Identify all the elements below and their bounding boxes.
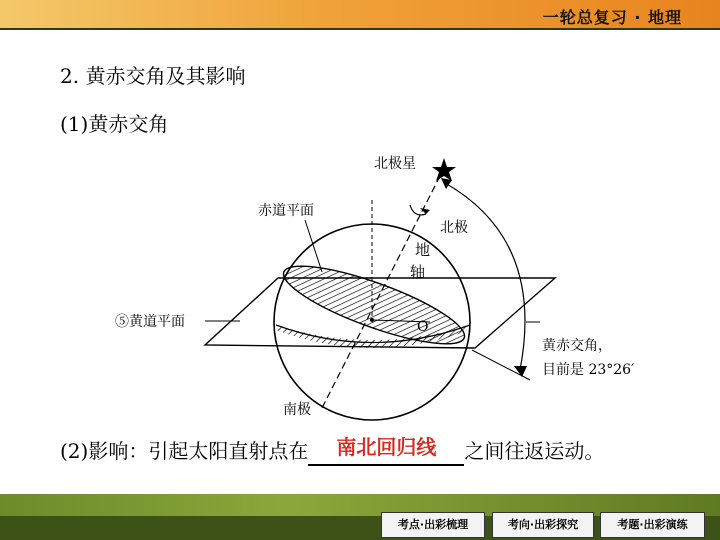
obliquity-label-1: 黄赤交角，: [542, 338, 612, 354]
question-suffix: 之间往返运动。: [464, 439, 605, 463]
ecliptic-plane-label: ⑤黄道平面: [115, 314, 185, 330]
center-label: O: [417, 319, 429, 335]
obliquity-label-2: 目前是 23°26′: [542, 362, 635, 378]
nav-button-review[interactable]: 考点·出彩梳理: [381, 512, 485, 538]
question-prefix: (2)影响：引起太阳直射点在: [60, 439, 309, 463]
header-title: 一轮总复习 · 地理: [542, 8, 682, 27]
subsection-title: (1)黄赤交角: [60, 112, 169, 136]
footer: [0, 494, 720, 540]
nav-button-explore[interactable]: 考向·出彩探究: [492, 512, 594, 538]
section-title: 2. 黄赤交角及其影响: [60, 64, 246, 88]
polaris-label: 北极星: [374, 156, 416, 172]
impact-question: [60, 435, 604, 466]
nav-button-practice[interactable]: 考题·出彩演练: [600, 512, 705, 538]
polaris-star: [432, 158, 456, 181]
answer-blank: [308, 435, 464, 466]
equator-plane-label: 赤道平面: [258, 203, 314, 219]
answer-text: 南北回归线: [336, 435, 437, 459]
axis-label-2: 轴: [410, 263, 426, 281]
north-pole-label: 北极: [440, 220, 468, 236]
axis-label-1: 地: [415, 241, 431, 259]
south-pole-label: 南极: [283, 402, 311, 418]
